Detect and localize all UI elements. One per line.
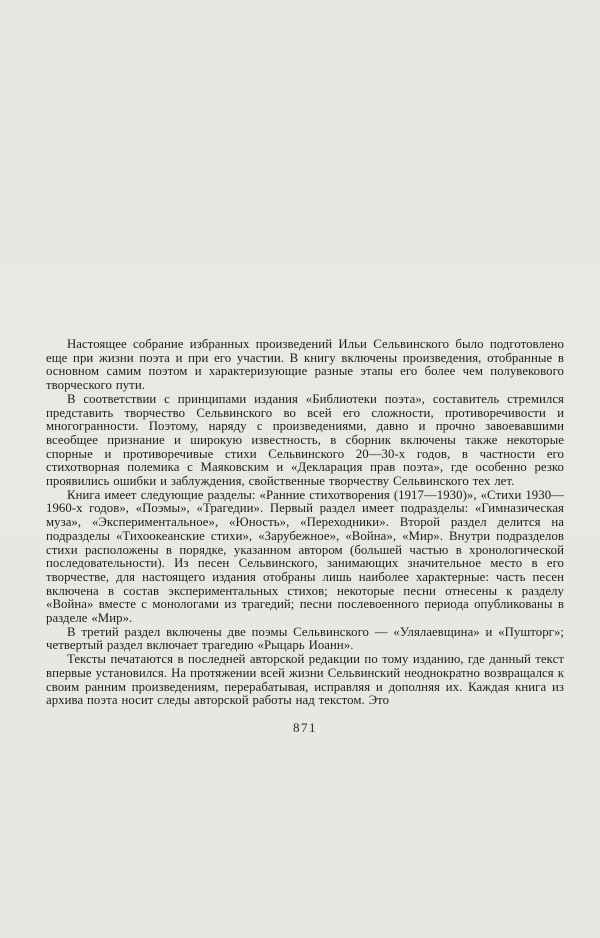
page-number: 871 [293,719,317,735]
paragraph-intro: Настоящее собрание избранных произведений Ильи Сельвинского было подготовлено еще при жизни поэта и при его участии. В книгу включены произведения, отобранные в основном самим поэтом и характеризующие разные этапы его более чем полувекового творческого пути. [46,337,564,393]
body-text [46,338,564,708]
paragraph-texts: Тексты печатаются в последней авторской редакции по тому изданию, где данный текст впервые установился. На протяжении всей жизни Сельвинский неоднократно возвращался к своим ранним произведениям, перерабатывая, исправляя и дополняя их. Каждая книга из архива поэта носит следы авторской работы над текстом. Это [46,652,564,708]
paragraph-sections: Книга имеет следующие разделы: «Ранние стихотворения (1917—1930)», «Стихи 1930—1960-х годов», «Поэмы», «Трагедии». Первый раздел имеет подразделы: «Гимназическая муза», «Экспериментальное», «Юность», «Переходники». Второй раздел делится на подразделы «Тихоокеанские стихи», «Зарубежное», «Война», «Мир». Внутри подразделов стихи расположены в порядке, указанном автором (большей частью в хронологической последовательности). Из песен Сельвинского, занимающих значительное место в его творчестве, для настоящего издания отобраны лишь наиболее характерные: часть песен включена в состав экспериментальных стихов; некоторые песни отнесены к разделу «Война» вместе с монологами из трагедий; песни послевоенного периода опубликованы в разделе «Мир». [46,487,564,626]
paragraph-poems: В третий раздел включены две поэмы Сельвинского — «Улялаевщина» и «Пушторг»; четвертый раздел включает трагедию «Рыцарь Иоанн». [46,624,564,653]
paragraph-principles: В соответствии с принципами издания «Библиотеки поэта», составитель стремился представить творчество Сельвинского во всей его сложности, противоречивости и многогранности. Поэтому, наряду с произведениями, давно и прочно завоевавшими всеобщее признание и широкую известность, в сборник включены также некоторые спорные и противоречивые стихи Сельвинского 20—30-х годов, в частности его стихотворная полемика с Маяковским и «Декларация прав поэта», где особенно резко проявились ошибки и заблуждения, свойственные творчеству Сельвинского тех лет. [46,391,564,489]
